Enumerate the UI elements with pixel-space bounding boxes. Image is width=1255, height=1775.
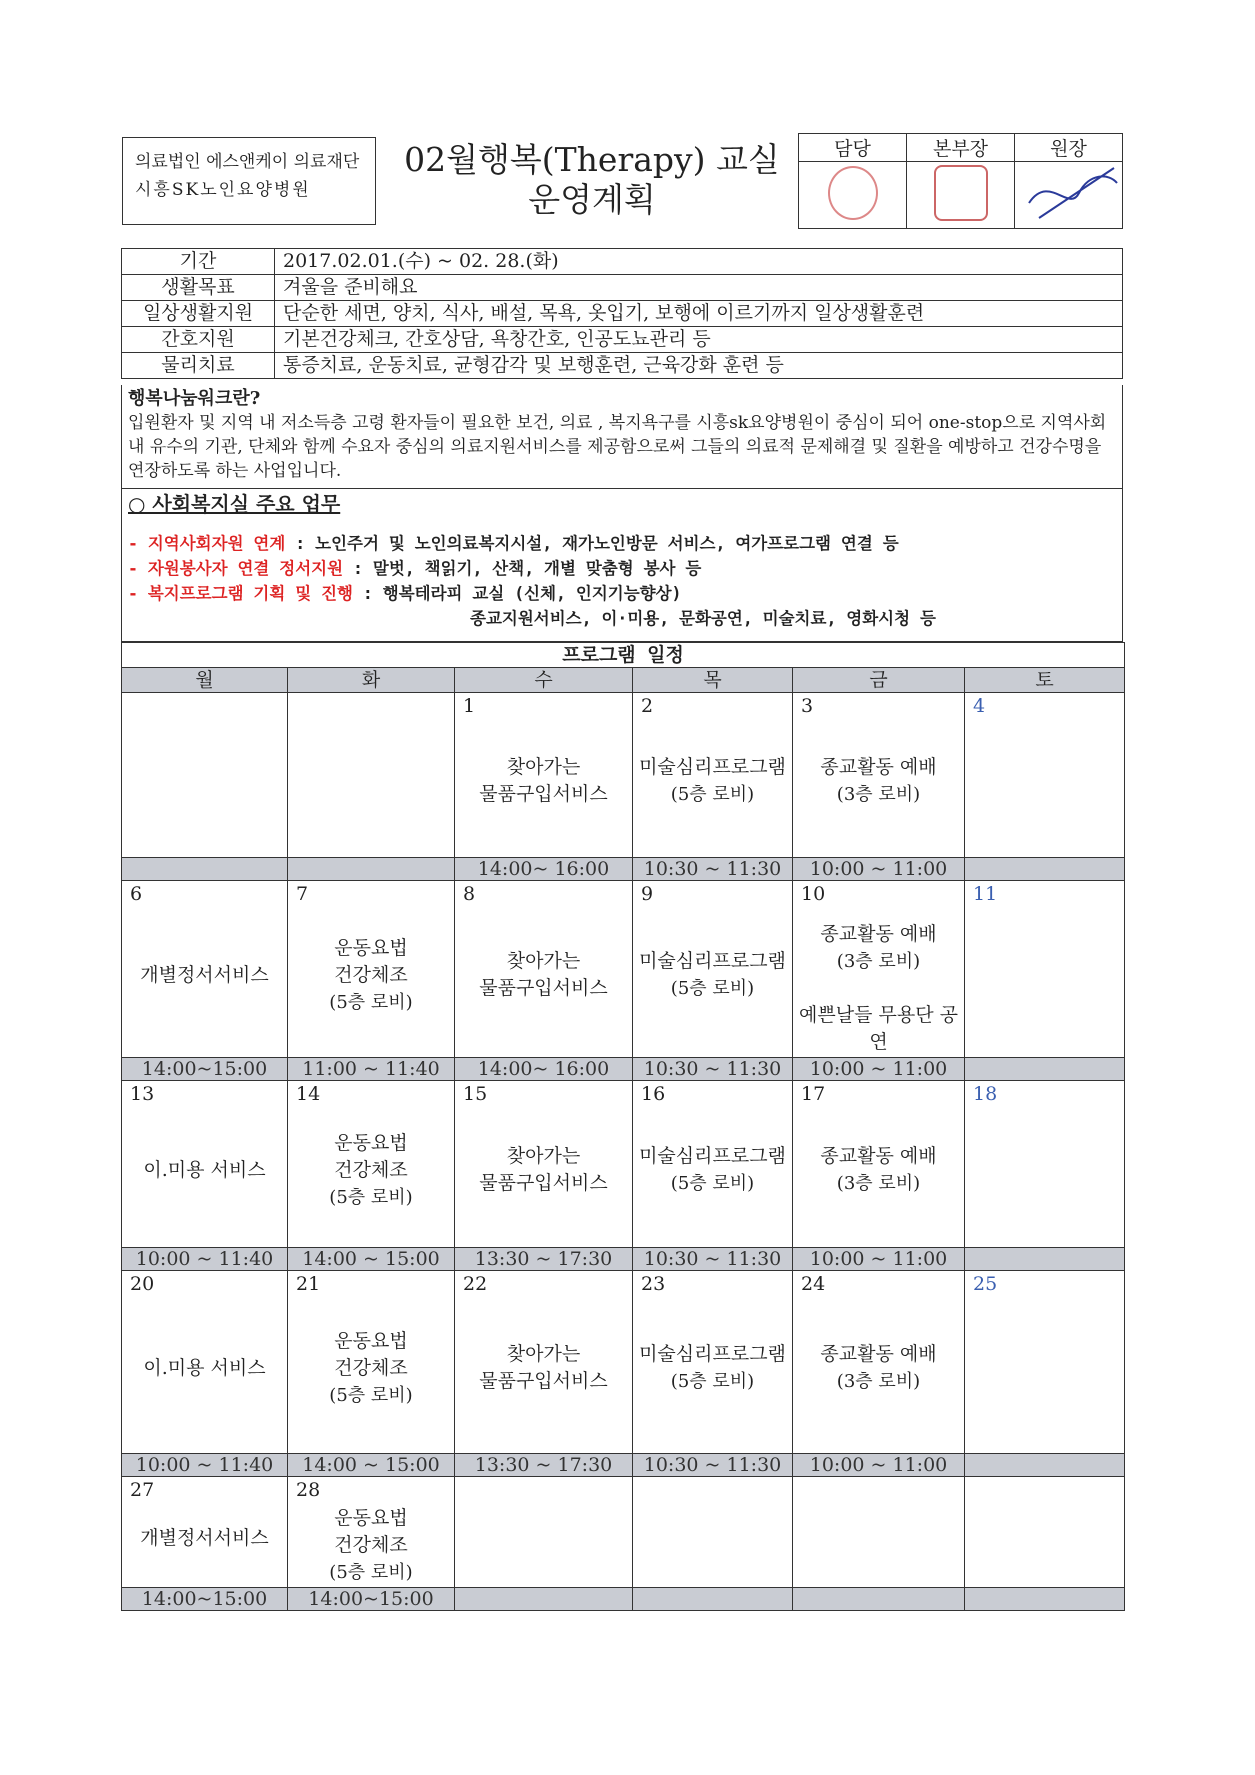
day-cell [965,693,1125,858]
info-label: 일상생활지원 [122,301,275,327]
date-number: 18 [973,1083,998,1105]
time-slot: 10:00 ~ 11:40 [122,1248,288,1271]
day-cell [633,1271,793,1454]
page-title [392,140,792,220]
week-row [122,693,1125,858]
activity [122,1355,287,1382]
info-value: 2017.02.01.(수) ~ 02. 28.(화) [275,249,1123,275]
day-cell [633,693,793,858]
day-cell [965,1271,1125,1454]
duty-key: - 지역사회자원 연계 [128,534,286,553]
activity-line: 미술심리프로그램 [639,950,786,972]
activity-line: (5층 로비) [329,991,413,1013]
day-cell [122,1477,288,1588]
duties-title-text: ○ 사회복지실 주요 업무 [128,492,341,516]
activity-line: 미술심리프로그램 [639,1145,786,1167]
date-number: 24 [801,1273,826,1295]
time-slot: 14:00~15:00 [122,1588,288,1611]
day-cell [633,881,793,1058]
day-header: 토 [965,668,1125,693]
activity-line: 개별정서서비스 [140,1526,269,1549]
title-line-2: 운영계획 [528,180,656,219]
hospital-name: 시흥SK노인요양병원 [135,180,311,200]
time-slot [965,1058,1125,1081]
time-slot: 10:00 ~ 11:00 [793,858,965,881]
duty-key: - 자원봉사자 연결 정서지원 [128,559,344,578]
duty-extra: 종교지원서비스, 이·미용, 문화공연, 미술치료, 영화시청 등 [470,609,936,628]
date-number: 3 [801,695,814,717]
week-row [122,1271,1125,1454]
week-row [122,1081,1125,1248]
activity [633,1341,792,1395]
duty-text: : 말벗, 책읽기, 산책, 개별 맞춤형 봉사 등 [343,559,702,578]
day-cell [965,1477,1125,1588]
activity-line: (5층 로비) [329,1384,413,1406]
schedule-table [121,642,1125,1611]
activity [288,1505,454,1586]
activity-line: 종교활동 예배 [820,1343,937,1365]
duties-section [121,488,1123,642]
date-number: 1 [463,695,476,717]
activity-line: (3층 로비) [836,784,921,805]
activity [793,754,964,808]
day-cell [288,1271,455,1454]
info-label: 물리치료 [122,353,275,379]
activity-line: 물품구입서비스 [479,1172,608,1194]
info-value: 기본건강체크, 간호상담, 욕창간호, 인공도뇨관리 등 [275,327,1123,353]
activity-line: 건강체조 [334,1534,408,1556]
time-slot [455,1588,633,1611]
time-slot [288,858,455,881]
day-cell [288,693,455,858]
activity [455,948,632,1002]
activity [455,1341,632,1395]
time-slot: 10:00 ~ 11:00 [793,1058,965,1081]
date-number: 22 [463,1273,488,1295]
time-slot: 10:00 ~ 11:40 [122,1454,288,1477]
day-header: 월 [122,668,288,693]
activity-line: 물품구입서비스 [479,783,608,805]
approval-label-chief: 원장 [1015,134,1123,162]
activity-line: (5층 로비) [670,1173,755,1194]
activity-line: 이.미용 서비스 [143,1158,266,1181]
approval-label-staff: 담당 [799,134,907,162]
about-section [121,385,1123,488]
activity-line: 찾아가는 [506,950,581,972]
time-row [122,1588,1125,1611]
info-value: 통증치료, 운동치료, 균형감각 및 보행훈련, 근육강화 훈련 등 [275,353,1123,379]
duty-item [128,556,1116,581]
activity-line: (5층 로비) [670,978,755,999]
activity [288,1328,454,1409]
date-number: 25 [973,1273,998,1295]
schedule-title: 프로그램 일정 [122,643,1125,668]
activity-line: 물품구입서비스 [479,1370,608,1392]
time-slot: 14:00~15:00 [288,1588,455,1611]
activity [633,754,792,808]
seal-stamp [934,165,988,221]
info-row [122,327,1123,353]
date-number: 7 [296,883,309,905]
duty-item [128,531,1116,556]
activity-line: 운동요법 [334,936,408,959]
activity-line: (5층 로비) [329,1562,413,1583]
activity [793,921,964,1056]
time-slot [965,1248,1125,1271]
activity-line: 예쁜날들 무용단 공연 [799,1004,958,1053]
time-slot [793,1588,965,1611]
date-number: 10 [801,883,826,905]
seal-stamp [828,166,878,220]
week-row [122,881,1125,1058]
duty-text: : 노인주거 및 노인의료복지시설, 재가노인방문 서비스, 여가프로그램 연결 등 [285,534,899,553]
time-row [122,1454,1125,1477]
time-slot: 14:00 ~ 15:00 [288,1454,455,1477]
activity-line: 운동요법 [334,1131,408,1154]
activity [122,1525,287,1552]
day-cell [455,693,633,858]
time-slot [633,1588,793,1611]
activity-line: (3층 로비) [836,1173,921,1194]
day-cell [793,1477,965,1588]
info-value: 단순한 세면, 양치, 식사, 배설, 목욕, 옷입기, 보행에 이르기까지 일상생활훈련 [275,301,1123,327]
time-slot: 13:30 ~ 17:30 [455,1454,633,1477]
approval-stamp-staff [799,162,907,229]
time-slot: 14:00~ 16:00 [455,1058,633,1081]
info-value: 겨울을 준비해요 [275,275,1123,301]
activity-line [793,975,964,1002]
date-number: 8 [463,883,476,905]
approval-stamp-director [907,162,1015,229]
time-slot [122,858,288,881]
day-cell [793,1081,965,1248]
time-slot [965,1588,1125,1611]
time-slot: 14:00~ 16:00 [455,858,633,881]
time-slot: 10:00 ~ 11:00 [793,1454,965,1477]
duties-title [128,489,1116,519]
day-cell [965,881,1125,1058]
time-slot: 14:00~15:00 [122,1058,288,1081]
week-row [122,1477,1125,1588]
activity-line: 물품구입서비스 [479,977,608,999]
time-row [122,1058,1125,1081]
date-number: 16 [641,1083,666,1105]
date-number: 28 [296,1479,321,1501]
activity [455,1143,632,1197]
activity [633,948,792,1002]
day-cell [288,1081,455,1248]
date-number: 2 [641,695,654,717]
day-header: 수 [455,668,633,693]
activity [793,1143,964,1197]
activity-line: 종교활동 예배 [820,923,937,945]
duty-key: - 복지프로그램 기획 및 진행 [128,584,353,603]
date-number: 9 [641,883,654,905]
info-row [122,249,1123,275]
time-slot: 10:30 ~ 11:30 [633,858,793,881]
signature-icon [1019,163,1119,223]
date-number: 27 [130,1479,155,1501]
activity [288,935,454,1016]
time-row [122,858,1125,881]
day-header: 목 [633,668,793,693]
time-row [122,1248,1125,1271]
activity-line: 운동요법 [334,1507,408,1529]
time-slot: 10:30 ~ 11:30 [633,1454,793,1477]
info-label: 기간 [122,249,275,275]
date-number: 13 [130,1083,155,1105]
day-header: 금 [793,668,965,693]
title-line-1: 02월행복(Therapy) 교실 [404,140,780,179]
day-cell [455,1081,633,1248]
activity [122,962,287,989]
info-row [122,301,1123,327]
date-number: 23 [641,1273,666,1295]
day-cell [455,1477,633,1588]
day-cell [793,1271,965,1454]
about-body: 입원환자 및 지역 내 저소득층 고령 환자들이 필요한 보건, 의료 , 복지욕구를 시흥sk요양병원이 중심이 되어 one-stop으로 지역사회 내 유수의 기관, 단체와 함께 수요자 중심의 의료지원서비스를 제공함으로써 그들의 의료적 문제해결 및 질환을 예방하고 건강수명을 연장하도록 하는 사업입니다. [128,413,1107,481]
day-cell [122,1271,288,1454]
org-name: 의료법인 에스앤케이 의료재단 [135,152,360,172]
activity-line: 건강체조 [334,1158,408,1181]
time-slot: 14:00 ~ 15:00 [288,1248,455,1271]
day-cell [122,881,288,1058]
activity-line: (5층 로비) [670,1371,755,1392]
info-label: 간호지원 [122,327,275,353]
activity [633,1143,792,1197]
activity-line: (3층 로비) [836,1371,921,1392]
day-header: 화 [288,668,455,693]
activity-line: 종교활동 예배 [820,756,937,778]
activity-line: (5층 로비) [329,1186,413,1208]
time-slot: 13:30 ~ 17:30 [455,1248,633,1271]
day-cell [793,693,965,858]
activity-line: 개별정서서비스 [140,963,269,986]
activity [122,1157,287,1184]
activity-line: (5층 로비) [670,784,755,805]
approval-box [798,133,1123,229]
day-cell [633,1081,793,1248]
day-cell [455,1271,633,1454]
day-cell [288,881,455,1058]
time-slot [965,1454,1125,1477]
date-number: 15 [463,1083,488,1105]
day-cell [793,881,965,1058]
time-slot: 11:00 ~ 11:40 [288,1058,455,1081]
info-table [121,248,1123,379]
activity-line: 운동요법 [334,1329,408,1352]
info-row [122,353,1123,379]
date-number: 21 [296,1273,321,1295]
day-cell [122,1081,288,1248]
day-cell [965,1081,1125,1248]
date-number: 17 [801,1083,826,1105]
organization-box [122,137,376,225]
activity-line: 찾아가는 [506,756,581,778]
activity [793,1341,964,1395]
duty-item [128,581,1116,606]
time-slot: 10:30 ~ 11:30 [633,1248,793,1271]
activity-line: 찾아가는 [506,1343,581,1365]
date-number: 11 [973,883,998,905]
date-number: 14 [296,1083,321,1105]
day-cell [455,881,633,1058]
activity-line: 건강체조 [334,1356,408,1379]
date-number: 6 [130,883,143,905]
duty-text: : 행복테라피 교실 (신체, 인지기능향상) [353,584,682,603]
activity-line: 미술심리프로그램 [639,1343,786,1365]
day-cell [633,1477,793,1588]
time-slot [965,858,1125,881]
info-row [122,275,1123,301]
time-slot: 10:30 ~ 11:30 [633,1058,793,1081]
date-number: 20 [130,1273,155,1295]
activity-line: 종교활동 예배 [820,1145,937,1167]
activity-line: 이.미용 서비스 [143,1356,266,1379]
activity-line: 찾아가는 [506,1145,581,1167]
approval-label-director: 본부장 [907,134,1015,162]
info-label: 생활목표 [122,275,275,301]
activity-line: 건강체조 [334,963,408,986]
activity [288,1130,454,1211]
day-cell [122,693,288,858]
activity [455,754,632,808]
about-heading: 행복나눔워크란? [128,388,261,409]
activity-line: 미술심리프로그램 [639,756,786,778]
date-number: 4 [973,695,986,717]
activity-line: (3층 로비) [836,951,921,972]
approval-signature-chief [1015,162,1123,229]
day-cell [288,1477,455,1588]
time-slot: 10:00 ~ 11:00 [793,1248,965,1271]
